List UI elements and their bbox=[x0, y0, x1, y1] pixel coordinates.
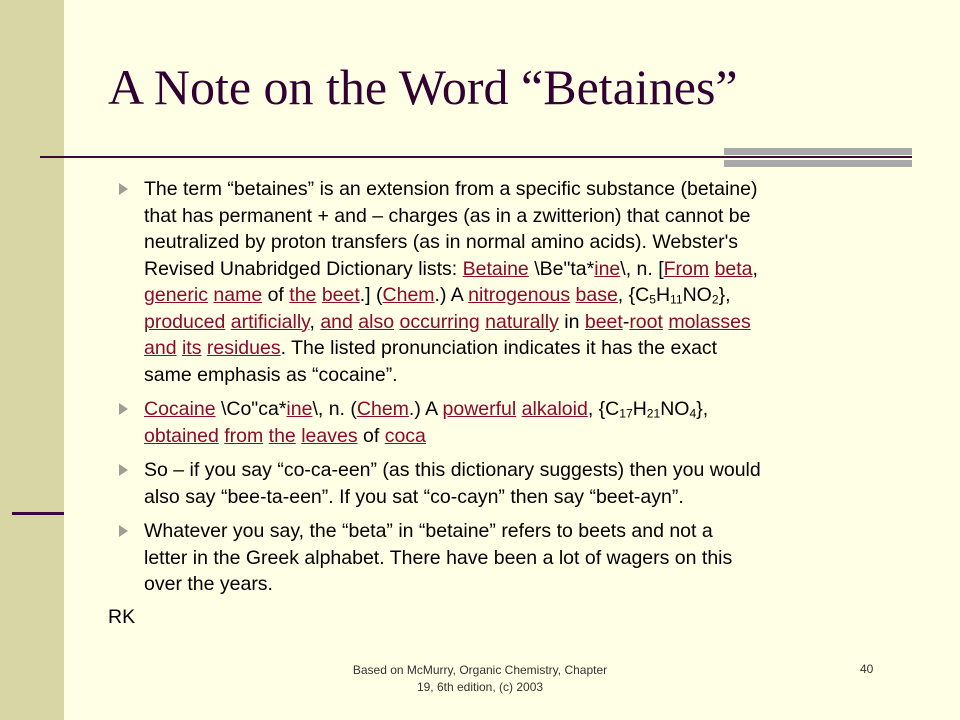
bullet-line bbox=[144, 423, 908, 450]
dictionary-link[interactable]: and bbox=[320, 310, 353, 333]
bullet-text: letter in the Greek alphabet. There have been a lot of wagers on this bbox=[144, 546, 733, 569]
formula-subscript: 5 bbox=[649, 292, 656, 307]
bullet-line bbox=[144, 256, 908, 283]
bullet-text: also say “bee-ta-een”. If you sat “co-cayn” then say “beet-ayn”. bbox=[144, 485, 684, 508]
dictionary-link[interactable]: occurring bbox=[399, 310, 480, 333]
slide-body bbox=[108, 176, 908, 629]
dictionary-link[interactable]: generic bbox=[144, 284, 208, 306]
bullet-marker-icon bbox=[119, 403, 128, 415]
dictionary-link[interactable]: From bbox=[663, 257, 710, 280]
bullet-marker-icon bbox=[119, 525, 128, 537]
bullet-text: - bbox=[622, 310, 630, 333]
side-accent-line bbox=[12, 512, 64, 515]
bullet-line bbox=[144, 571, 908, 598]
bullet-text: .] ( bbox=[359, 284, 383, 306]
bullet-text: , {C bbox=[617, 284, 650, 306]
bullet-text: \Co"ca* bbox=[215, 398, 287, 420]
bullet-marker-icon bbox=[119, 183, 128, 195]
dictionary-link[interactable]: base bbox=[575, 284, 618, 306]
bullet-item bbox=[108, 518, 908, 598]
dictionary-link[interactable]: produced bbox=[144, 310, 226, 333]
dictionary-link[interactable]: powerful bbox=[442, 398, 517, 420]
bullet-text: neutralized by proton transfers (as in normal amino acids). Webster's bbox=[144, 231, 739, 253]
bullet-text: over the years. bbox=[144, 573, 273, 595]
dictionary-link[interactable]: leaves bbox=[301, 424, 358, 447]
bullet-text: So – if you say “co-ca-een” (as this dictionary suggests) then you would bbox=[144, 459, 761, 481]
dictionary-link[interactable]: Betaine bbox=[462, 257, 529, 280]
dictionary-link[interactable]: nitrogenous bbox=[468, 284, 571, 306]
dictionary-link[interactable]: naturally bbox=[485, 310, 559, 333]
bullet-line bbox=[144, 457, 908, 484]
bullet-line bbox=[144, 484, 908, 511]
bullet-line bbox=[144, 229, 908, 256]
dictionary-link[interactable]: from bbox=[224, 424, 264, 447]
bullet-line bbox=[144, 545, 908, 572]
formula-subscript: 11 bbox=[670, 292, 683, 307]
dictionary-link[interactable]: artificially bbox=[230, 310, 310, 333]
bullet-text: , {C bbox=[587, 398, 620, 420]
dictionary-link[interactable]: the bbox=[268, 424, 296, 447]
dictionary-link[interactable]: also bbox=[358, 310, 395, 333]
bullet-line bbox=[144, 282, 908, 309]
dictionary-link[interactable]: root bbox=[629, 310, 663, 333]
bullet-text: \Be"ta* bbox=[528, 257, 595, 280]
page-number: 40 bbox=[860, 662, 874, 676]
formula-subscript: 4 bbox=[689, 406, 697, 421]
dictionary-link[interactable]: the bbox=[289, 284, 317, 306]
dictionary-link[interactable]: beet bbox=[584, 310, 623, 333]
author-signature: RK bbox=[108, 605, 136, 628]
bullet-line bbox=[144, 362, 908, 389]
title-rule-bar bbox=[724, 160, 912, 167]
dictionary-link[interactable]: molasses bbox=[668, 310, 751, 333]
dictionary-link[interactable]: ine bbox=[286, 398, 313, 420]
bullet-marker-icon bbox=[119, 464, 128, 476]
bullet-text: H bbox=[632, 398, 647, 420]
bullet-text: The term “betaines” is an extension from a specific substance (betaine) bbox=[144, 178, 758, 200]
slide-title: A Note on the Word “Betaines” bbox=[108, 59, 738, 115]
bullet-line bbox=[144, 518, 908, 545]
formula-subscript: 2 bbox=[711, 292, 719, 307]
title-rule-line bbox=[40, 156, 912, 158]
bullet-text: of bbox=[262, 284, 290, 306]
dictionary-link[interactable]: residues bbox=[206, 337, 281, 359]
bullet-list bbox=[108, 176, 908, 598]
bullet-item bbox=[108, 457, 908, 510]
dictionary-link[interactable]: Chem bbox=[382, 284, 435, 306]
bullet-text: of bbox=[357, 424, 385, 447]
bullet-item bbox=[108, 176, 908, 388]
dictionary-link[interactable]: name bbox=[213, 284, 263, 306]
formula-subscript: 17 bbox=[619, 406, 633, 421]
dictionary-link[interactable]: alkaloid bbox=[521, 398, 588, 420]
bullet-text: \, n. [ bbox=[620, 257, 664, 280]
bullet-text: NO bbox=[682, 284, 712, 306]
footer-citation-line: Based on McMurry, Organic Chemistry, Chapter bbox=[352, 663, 608, 677]
bullet-text: Revised Unabridged Dictionary lists: bbox=[144, 257, 463, 280]
dictionary-link[interactable]: Cocaine bbox=[144, 398, 216, 420]
dictionary-link[interactable]: and bbox=[144, 337, 177, 359]
dictionary-link[interactable]: Chem bbox=[356, 398, 409, 420]
footer-citation-line: 19, 6th edition, (c) 2003 bbox=[416, 680, 544, 694]
bullet-text: that has permanent + and – charges (as in a zwitterion) that cannot be bbox=[144, 204, 751, 227]
bullet-text: H bbox=[655, 284, 671, 306]
bullet-text: . The listed pronunciation indicates it has the exact bbox=[280, 337, 718, 359]
bullet-text: same emphasis as “cocaine”. bbox=[144, 363, 398, 386]
side-band bbox=[0, 0, 64, 720]
dictionary-link[interactable]: coca bbox=[384, 424, 426, 447]
bullet-line bbox=[144, 203, 908, 230]
footer-citation bbox=[300, 662, 660, 696]
dictionary-link[interactable]: obtained bbox=[144, 424, 219, 447]
bullet-line bbox=[144, 176, 908, 203]
bullet-text: .) A bbox=[408, 398, 443, 420]
dictionary-link[interactable]: beet bbox=[321, 284, 360, 306]
formula-subscript: 21 bbox=[646, 406, 661, 421]
bullet-line bbox=[144, 396, 908, 423]
bullet-text: Whatever you say, the “beta” in “betaine” refers to beets and not a bbox=[144, 520, 713, 542]
dictionary-link[interactable]: its bbox=[181, 337, 202, 359]
bullet-text: in bbox=[558, 310, 585, 333]
bullet-item bbox=[108, 396, 908, 449]
bullet-line bbox=[144, 309, 908, 336]
dictionary-link[interactable]: beta bbox=[714, 257, 753, 280]
bullet-line bbox=[144, 335, 908, 362]
bullet-text: \, n. ( bbox=[312, 398, 357, 420]
dictionary-link[interactable]: ine bbox=[594, 257, 621, 280]
title-rule-bar bbox=[724, 148, 912, 155]
bullet-text: , bbox=[752, 257, 758, 280]
bullet-text: , bbox=[309, 310, 321, 333]
bullet-text: }, bbox=[718, 284, 731, 306]
bullet-text: NO bbox=[660, 398, 690, 420]
bullet-text: .) A bbox=[434, 284, 469, 306]
bullet-text: }, bbox=[696, 398, 709, 420]
